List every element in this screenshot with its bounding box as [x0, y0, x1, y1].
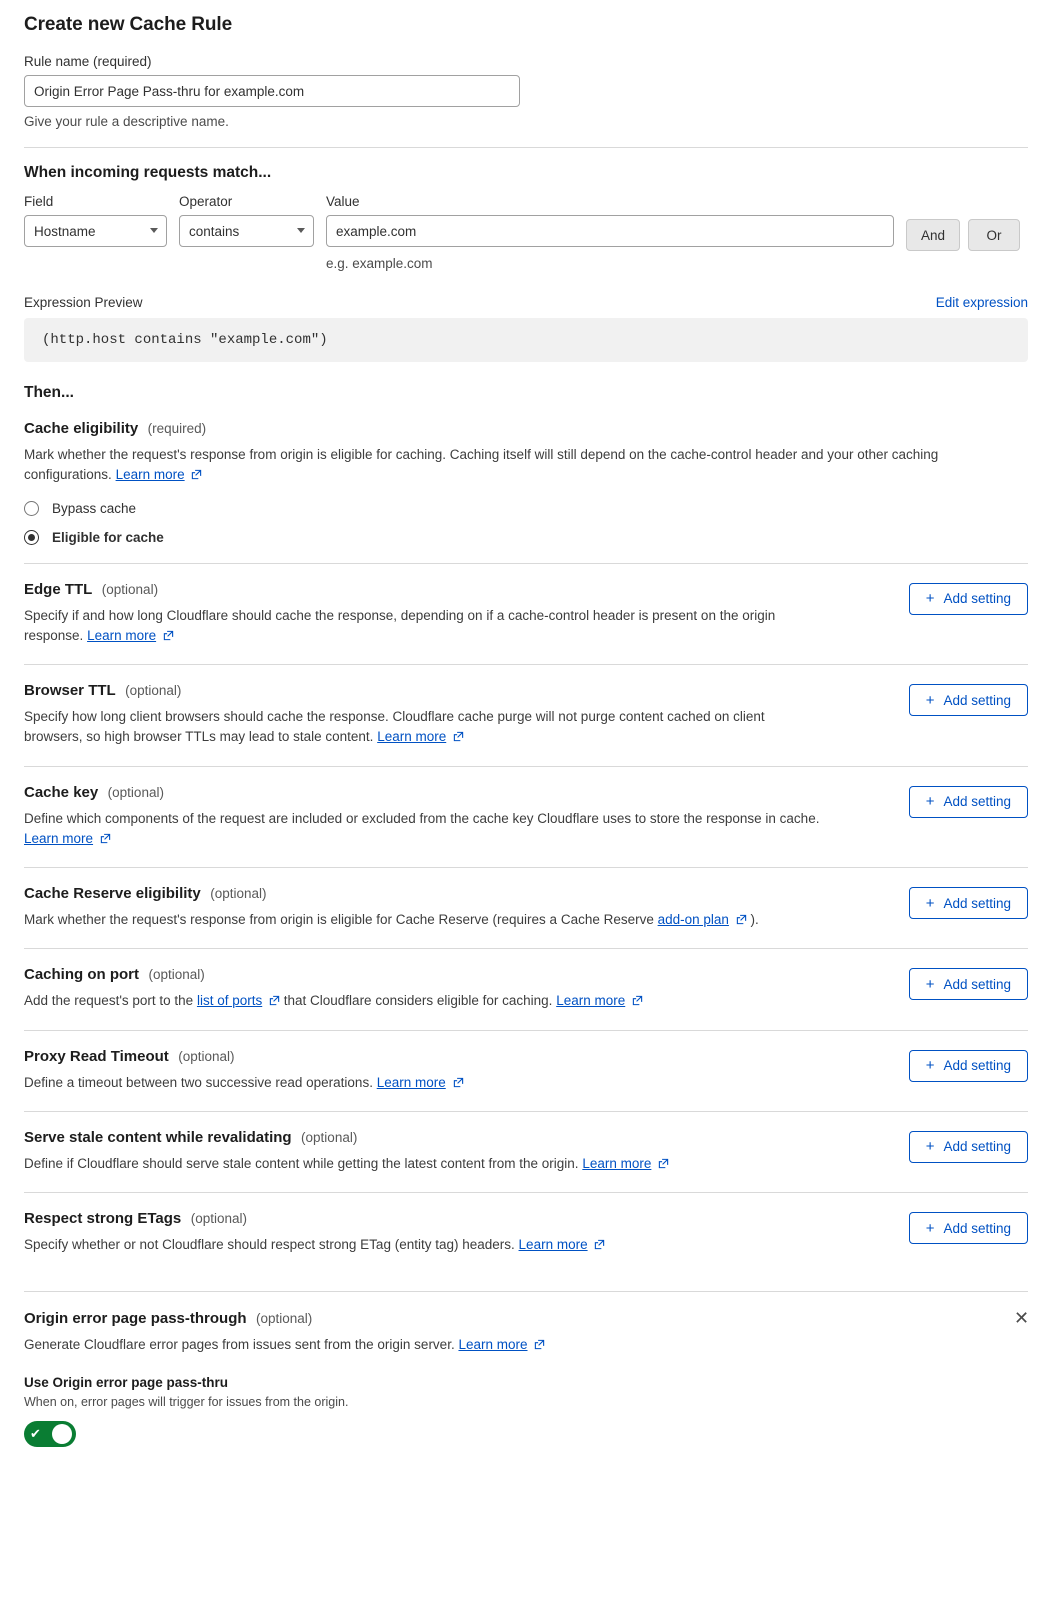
- edit-expression-link[interactable]: Edit expression: [935, 295, 1028, 310]
- section-optional-tag: (optional): [210, 886, 267, 901]
- field-label: Field: [24, 194, 54, 209]
- expression-header: [24, 295, 1028, 310]
- divider: [24, 147, 1028, 148]
- create-cache-rule-form: [0, 14, 1052, 1467]
- setting-edge-ttl: [24, 563, 1028, 665]
- expression-preview: (http.host contains "example.com"): [24, 318, 1028, 362]
- learn-more-link[interactable]: Learn more: [377, 729, 447, 745]
- external-link-icon: [658, 1155, 669, 1175]
- add-setting-button-cache-reserve[interactable]: [909, 887, 1028, 919]
- rule-name-label: Rule name (required): [24, 54, 152, 69]
- button-label: Add setting: [943, 1139, 1011, 1155]
- section-description: Define a timeout between two successive read operations. Learn more: [24, 1073, 844, 1094]
- radio-icon: [24, 501, 39, 516]
- button-label: Add setting: [943, 976, 1011, 992]
- plus-icon: +: [925, 1138, 935, 1156]
- operator-group: [179, 194, 314, 247]
- radio-label: Eligible for cache: [52, 529, 164, 545]
- external-link-icon: [269, 992, 280, 1012]
- match-heading: When incoming requests match...: [24, 164, 272, 181]
- button-label: Add setting: [943, 1058, 1011, 1073]
- field-group: [24, 194, 167, 247]
- value-group: [326, 194, 894, 271]
- plus-icon: +: [925, 894, 935, 912]
- section-description: Generate Cloudflare error pages from issues sent from the origin server. Learn more: [24, 1335, 1014, 1356]
- section-description: Define if Cloudflare should serve stale content while getting the latest content from the origin. Learn more: [24, 1154, 844, 1175]
- external-link-icon: [100, 830, 111, 850]
- setting-cache-key: [24, 766, 1028, 868]
- setting-respect-strong-etags: [24, 1192, 1028, 1273]
- learn-more-link[interactable]: Learn more: [24, 830, 94, 846]
- toggle-knob: [52, 1424, 72, 1444]
- plus-icon: +: [925, 975, 935, 993]
- cache-eligibility-section: [24, 420, 1028, 545]
- check-icon: ✔: [30, 1426, 41, 1441]
- section-description: Add the request's port to the list of ports that Cloudflare considers eligible for caching. Learn more: [24, 991, 844, 1012]
- external-link-icon: [453, 1074, 464, 1094]
- value-input[interactable]: [326, 215, 894, 247]
- radio-selected-icon: [24, 530, 39, 545]
- learn-more-link[interactable]: Learn more: [87, 627, 157, 643]
- section-title: Proxy Read Timeout: [24, 1047, 169, 1065]
- section-description: Specify if and how long Cloudflare should cache the response, depending on if a cache-control header is present on the origin response. Learn more: [24, 606, 824, 648]
- section-required-tag: (required): [147, 421, 207, 436]
- operator-label: Operator: [179, 194, 233, 209]
- or-button[interactable]: Or: [968, 219, 1020, 251]
- plus-icon: +: [925, 1219, 935, 1237]
- operator-select[interactable]: [179, 215, 314, 247]
- radio-label: Bypass cache: [52, 500, 137, 516]
- section-optional-tag: (optional): [190, 1211, 247, 1226]
- add-setting-button-browser-ttl[interactable]: [909, 684, 1028, 716]
- learn-more-link[interactable]: Learn more: [376, 1074, 446, 1090]
- page-title: Create new Cache Rule: [24, 14, 233, 35]
- section-optional-tag: (optional): [107, 784, 164, 800]
- add-setting-button-cache-key[interactable]: [909, 786, 1028, 818]
- external-link-icon: [736, 911, 747, 931]
- section-title: Caching on port: [24, 966, 139, 984]
- button-label: Add setting: [943, 692, 1011, 708]
- add-setting-button-caching-on-port[interactable]: [909, 968, 1028, 1000]
- rule-name-group: [24, 54, 1028, 129]
- section-optional-tag: (optional): [125, 683, 182, 698]
- value-helper: e.g. example.com: [326, 256, 433, 271]
- section-title: Respect strong ETags: [24, 1210, 182, 1227]
- then-heading: Then...: [24, 384, 74, 401]
- button-label: Add setting: [943, 794, 1011, 809]
- close-icon[interactable]: ✕: [1008, 1308, 1028, 1328]
- description-text: Mark whether the request's response from origin is eligible for caching. Caching itself will still depend on the cache-control header and your other caching configurations.: [24, 447, 939, 483]
- plus-icon: +: [925, 793, 935, 810]
- setting-origin-error-page-pass-through: [24, 1291, 1028, 1446]
- plus-icon: +: [925, 590, 935, 607]
- and-or-group: [906, 219, 1020, 251]
- value-label: Value: [326, 194, 360, 209]
- section-optional-tag: (optional): [101, 581, 159, 597]
- plus-icon: +: [925, 691, 935, 709]
- radio-bypass-cache[interactable]: [24, 501, 1028, 516]
- section-optional-tag: (optional): [178, 1048, 235, 1064]
- section-title: Browser TTL: [24, 682, 116, 699]
- external-link-icon: [594, 1236, 605, 1256]
- add-on-plan-link[interactable]: add-on plan: [657, 912, 729, 927]
- add-setting-button-respect-strong-etags[interactable]: [909, 1212, 1028, 1244]
- field-select[interactable]: [24, 215, 167, 247]
- section-title: Cache key: [24, 783, 99, 801]
- origin-error-pass-thru-toggle[interactable]: [24, 1421, 76, 1447]
- learn-more-link[interactable]: Learn more: [458, 1337, 528, 1353]
- setting-proxy-read-timeout: [24, 1030, 1028, 1111]
- section-title: Edge TTL: [24, 580, 93, 598]
- section-description: Specify whether or not Cloudflare should respect strong ETag (entity tag) headers. Learn more: [24, 1235, 844, 1256]
- section-description: Specify how long client browsers should cache the response. Cloudflare cache purge will not purge content cached on client browsers, so high browser TTLs may lead to stale content. Learn more: [24, 707, 824, 749]
- section-description: Mark whether the request's response from origin is eligible for Cache Reserve (requires a Cache Reserve add-on plan ).: [24, 910, 844, 931]
- setting-browser-ttl: [24, 664, 1028, 766]
- match-row: [24, 194, 1028, 271]
- learn-more-link[interactable]: Learn more: [582, 1155, 652, 1171]
- external-link-icon: [163, 627, 174, 647]
- learn-more-link[interactable]: Learn more: [115, 467, 185, 483]
- section-title: Cache Reserve eligibility: [24, 885, 201, 902]
- list-of-ports-link[interactable]: list of ports: [196, 993, 263, 1009]
- button-label: Add setting: [943, 895, 1011, 911]
- add-setting-button-edge-ttl[interactable]: [909, 583, 1028, 615]
- external-link-icon: [191, 466, 202, 486]
- radio-eligible-for-cache[interactable]: [24, 530, 1028, 545]
- learn-more-link[interactable]: Learn more: [556, 993, 626, 1009]
- add-setting-button-proxy-read-timeout[interactable]: [909, 1050, 1028, 1082]
- add-setting-button-serve-stale-content[interactable]: [909, 1131, 1028, 1163]
- section-description: Define which components of the request are included or excluded from the cache key Cloudflare uses to store the response in cache. Learn more: [24, 809, 824, 851]
- section-optional-tag: (optional): [301, 1129, 358, 1145]
- rule-name-helper: Give your rule a descriptive name.: [24, 114, 229, 129]
- section-title: Serve stale content while revalidating: [24, 1128, 292, 1146]
- external-link-icon: [453, 728, 464, 748]
- external-link-icon: [632, 992, 643, 1012]
- cache-eligibility-title-row: [24, 420, 1028, 438]
- section-title: Cache eligibility: [24, 420, 139, 437]
- button-label: Add setting: [943, 1220, 1011, 1236]
- learn-more-link[interactable]: Learn more: [518, 1237, 588, 1252]
- external-link-icon: [534, 1336, 545, 1356]
- expression-label: Expression Preview: [24, 295, 143, 310]
- setting-serve-stale-content: [24, 1111, 1028, 1192]
- setting-cache-reserve-eligibility: [24, 867, 1028, 948]
- section-optional-tag: (optional): [148, 967, 205, 983]
- origin-error-toggle-description: When on, error pages will trigger for issues from the origin.: [24, 1394, 349, 1409]
- cache-eligibility-description: [24, 445, 1014, 487]
- and-button[interactable]: And: [906, 219, 960, 251]
- rule-name-input[interactable]: [24, 75, 520, 107]
- origin-error-toggle-label: Use Origin error page pass-thru: [24, 1374, 229, 1390]
- section-optional-tag: (optional): [255, 1311, 313, 1327]
- plus-icon: +: [925, 1057, 935, 1074]
- section-title: Origin error page pass-through: [24, 1310, 247, 1328]
- button-label: Add setting: [943, 591, 1011, 606]
- setting-caching-on-port: [24, 948, 1028, 1029]
